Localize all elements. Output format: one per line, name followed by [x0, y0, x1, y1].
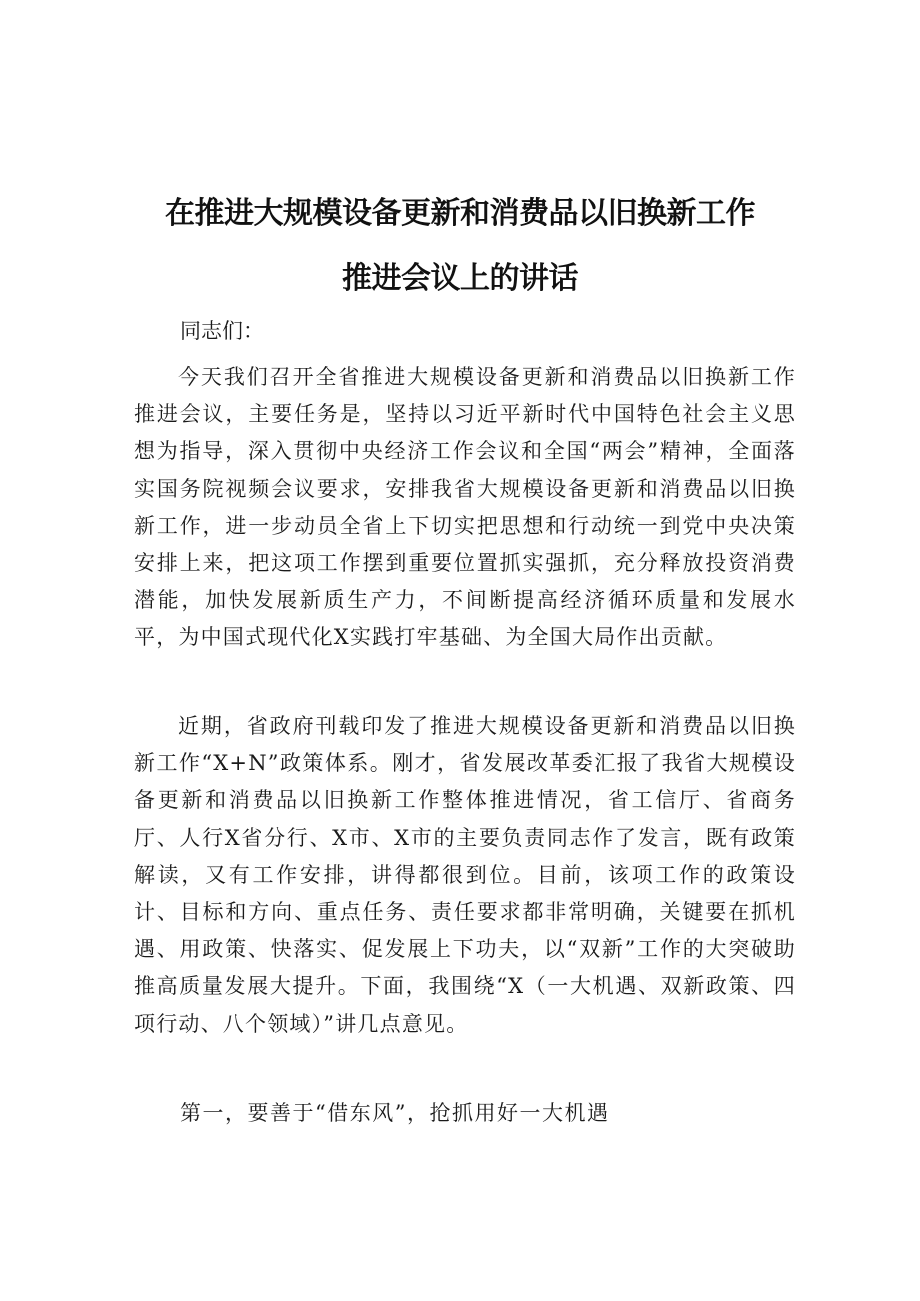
section-heading-1: 第一，要善于“借东风”，抢抓用好一大机遇 — [180, 1101, 610, 1125]
greeting: 同志们： — [180, 319, 264, 343]
paragraph-2: 近期，省政府刊载印发了推进大规模设备更新和消费品以旧换新工作“X+N”政策体系。刚才，省发展改革委汇报了我省大规模设备更新和消费品以旧换新工作整体推进情况，省工信厅、省商务厅、人行X省分行、X市、X市的主要负责同志作了发言，既有政策解读，又有工作安排，讲得都很到位。目前，该项工作的政策设计、目标和方向、重点任务、责任要求都非常明确，关键要在抓机遇、用政策、快落实、促发展上下功夫，以“双新”工作的大突破助推高质量发展大提升。下面，我围绕“X（一大机遇、双新政策、四项行动、八个领域）”讲几点意见。 — [134, 714, 796, 1036]
document-title-line-2: 推进会议上的讲话 — [342, 261, 578, 296]
paragraph-1: 今天我们召开全省推进大规模设备更新和消费品以旧换新工作推进会议，主要任务是，坚持以习近平新时代中国特色社会主义思想为指导，深入贯彻中央经济工作会议和全国“两会”精神，全面落实国务院视频会议要求，安排我省大规模设备更新和消费品以旧换新工作，进一步动员全省上下切实把思想和行动统一到党中央决策安排上来，把这项工作摆到重要位置抓实强抓，充分释放投资消费潜能，加快发展新质生产力，不间断提高经济循环质量和发展水平，为中国式现代化X实践打牢基础、为全国大局作出贡献。 — [134, 365, 796, 650]
document-title-line-1: 在推进大规模设备更新和消费品以旧换新工作 — [165, 196, 755, 231]
